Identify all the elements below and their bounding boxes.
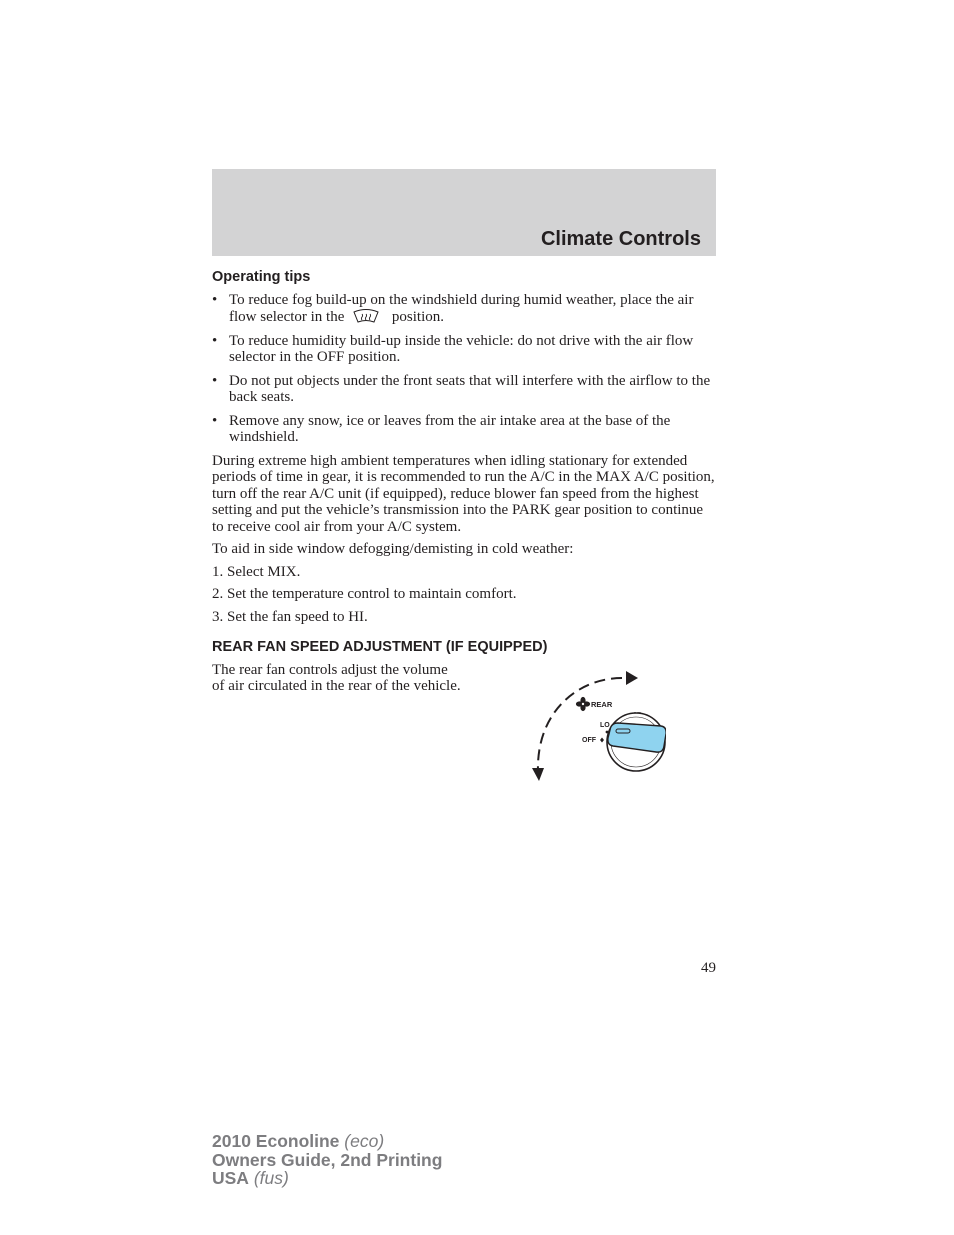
page-number: 49	[701, 960, 716, 976]
section-title: Climate Controls	[540, 228, 701, 250]
defog-intro: To aid in side window defogging/demisting in cold weather:	[212, 541, 574, 557]
high-temp-paragraph: During extreme high ambient temperatures when idling stationary for extended periods of time in gear, it is recommended to run the A/C in the MAX A/C position, turn off the rear A/C unit (if equipped), reduce blower fan speed from the highest setting and put the vehicle’s transmission into the PARK gear position to continue to receive cool air from your A/C system.	[212, 452, 715, 535]
footer-line-3: USA (fus)	[212, 1168, 289, 1188]
tip-text: To reduce humidity build-up inside the vehicle: do not drive with the air flow selector in the OFF position.	[229, 332, 694, 365]
footer-line-1: 2010 Econoline (eco)	[212, 1131, 385, 1151]
rear-fan-heading: REAR FAN SPEED ADJUSTMENT (IF EQUIPPED)	[212, 639, 548, 655]
rear-fan-section	[212, 662, 716, 792]
tip-text-after-icon: position.	[391, 309, 444, 325]
tip-text-before-icon: To reduce fog build-up on the windshield during humid weather, place the air flow selector in the	[229, 291, 694, 325]
list-item	[212, 373, 716, 406]
rear-fan-dial-illustration	[530, 660, 666, 790]
tip-text: Do not put objects under the front seats that will interfere with the airflow to the back seats.	[229, 372, 711, 405]
tips-list	[212, 292, 716, 446]
page-content	[212, 266, 716, 792]
defog-steps	[212, 564, 716, 626]
header-band	[212, 169, 716, 256]
bullet-icon: •	[212, 332, 218, 349]
arrow-head-icon	[626, 671, 638, 685]
operating-tips-heading: Operating tips	[212, 269, 311, 285]
bullet-icon: •	[212, 291, 218, 308]
windshield-defrost-icon	[352, 308, 380, 324]
tip-text: Remove any snow, ice or leaves from the air intake area at the base of the windshield.	[229, 412, 671, 445]
footer-line-2: Owners Guide, 2nd Printing	[212, 1149, 443, 1170]
off-marker	[600, 737, 604, 742]
list-item	[212, 292, 716, 326]
bullet-icon: •	[212, 412, 218, 429]
bullet-icon: •	[212, 372, 218, 389]
footer	[212, 1132, 442, 1188]
rear-label: REAR	[591, 699, 613, 709]
step-item: 3. Set the fan speed to HI.	[212, 608, 368, 625]
fan-icon	[576, 696, 590, 710]
lo-label: LO	[600, 721, 610, 729]
rear-fan-text: The rear fan controls adjust the volume of air circulated in the rear of the vehicle.	[212, 661, 461, 694]
off-label: OFF	[582, 736, 596, 744]
list-item	[212, 333, 716, 366]
list-item	[212, 413, 716, 446]
step-item: 1. Select MIX.	[212, 563, 301, 580]
arrow-head-icon	[532, 768, 544, 781]
fan-speed-knob	[607, 713, 666, 771]
step-item: 2. Set the temperature control to maintain comfort.	[212, 586, 517, 602]
